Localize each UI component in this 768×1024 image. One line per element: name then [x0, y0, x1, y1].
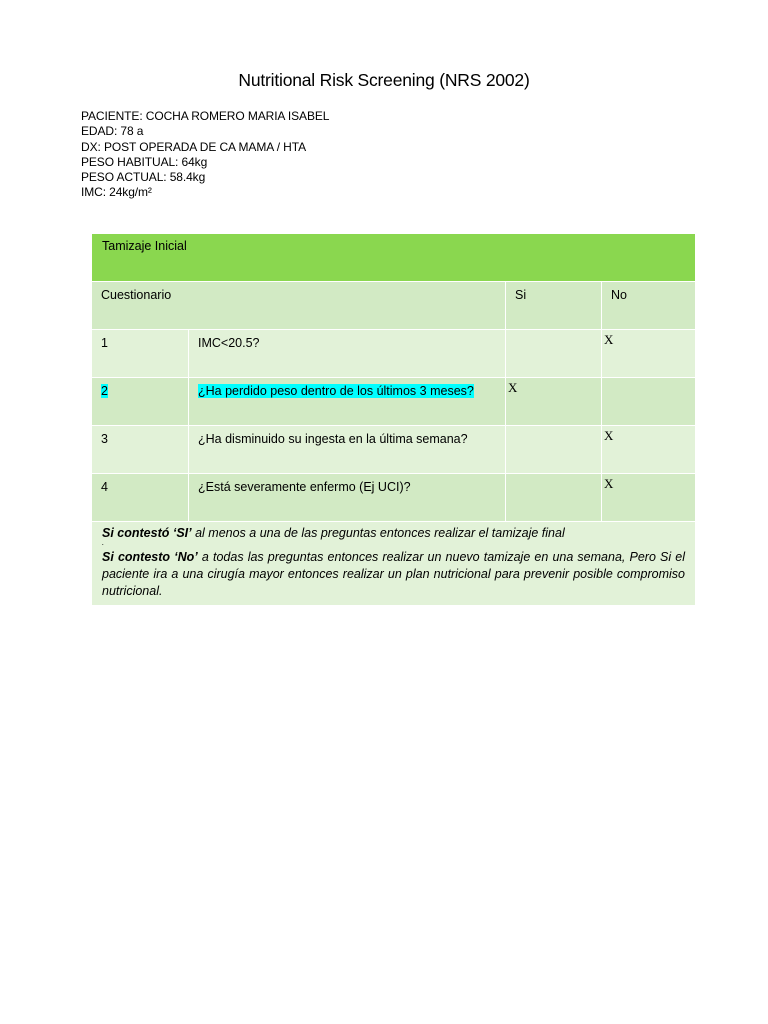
row-yes [506, 330, 602, 377]
row-question [189, 474, 506, 521]
question-text: ¿Ha perdido peso dentro de los últimos 3 meses? [198, 384, 474, 398]
instructions-note [92, 522, 695, 605]
patient-name: PACIENTE: COCHA ROMERO MARIA ISABEL [81, 109, 330, 123]
note-no-bold: Si contesto ‘No’ [102, 550, 198, 564]
col-yes: Si [506, 282, 602, 329]
row-no [602, 330, 695, 377]
table-row [92, 426, 695, 474]
question-text: ¿Está severamente enfermo (Ej UCI)? [198, 480, 411, 494]
note-yes-bold: Si contestó ‘SI’ [102, 526, 192, 540]
col-questionnaire: Cuestionario [92, 282, 506, 329]
row-yes [506, 426, 602, 473]
note-yes [102, 526, 685, 540]
no-mark: X [604, 476, 614, 491]
table-row [92, 330, 695, 378]
table-header: Tamizaje Inicial [92, 234, 695, 282]
row-yes [506, 378, 602, 425]
row-number-text: 2 [101, 384, 108, 398]
patient-usual-weight: PESO HABITUAL: 64kg [81, 154, 208, 169]
row-yes [506, 474, 602, 521]
row-number: 1 [92, 330, 189, 377]
row-question [189, 426, 506, 473]
patient-bmi: IMC: 24kg/m² [81, 185, 152, 200]
patient-current-weight: PESO ACTUAL: 58.4kg [81, 170, 206, 185]
note-dot: . [102, 538, 105, 547]
screening-table [92, 234, 695, 605]
note-no-text: a todas las preguntas entonces realizar un nuevo tamizaje en una semana, Pero Si el paciente ira a una cirugía mayor entonces realizar un plan nutricional para prevenir posible compromiso nutricional. [102, 550, 686, 598]
row-no [602, 378, 695, 425]
patient-info [81, 109, 329, 201]
column-header-row [92, 282, 695, 330]
no-mark: X [604, 428, 614, 443]
table-row [92, 378, 695, 426]
document-title: Nutritional Risk Screening (NRS 2002) [238, 70, 530, 90]
no-mark: X [604, 332, 614, 347]
row-no [602, 474, 695, 521]
row-number: 3 [92, 426, 189, 473]
row-question [189, 330, 506, 377]
note-yes-text: al menos a una de las preguntas entonces realizar el tamizaje final [191, 526, 565, 540]
question-text: IMC<20.5? [198, 336, 260, 350]
col-no: No [602, 282, 695, 329]
note-no [102, 549, 685, 600]
question-text: ¿Ha disminuido su ingesta en la última semana? [198, 432, 468, 446]
patient-age: EDAD: 78 a [81, 124, 144, 139]
row-question [189, 378, 506, 425]
patient-diagnosis: DX: POST OPERADA DE CA MAMA / HTA [81, 139, 306, 154]
yes-mark: X [508, 380, 518, 395]
row-no [602, 426, 695, 473]
row-number: 4 [92, 474, 189, 521]
table-row [92, 474, 695, 522]
row-number [92, 378, 189, 425]
